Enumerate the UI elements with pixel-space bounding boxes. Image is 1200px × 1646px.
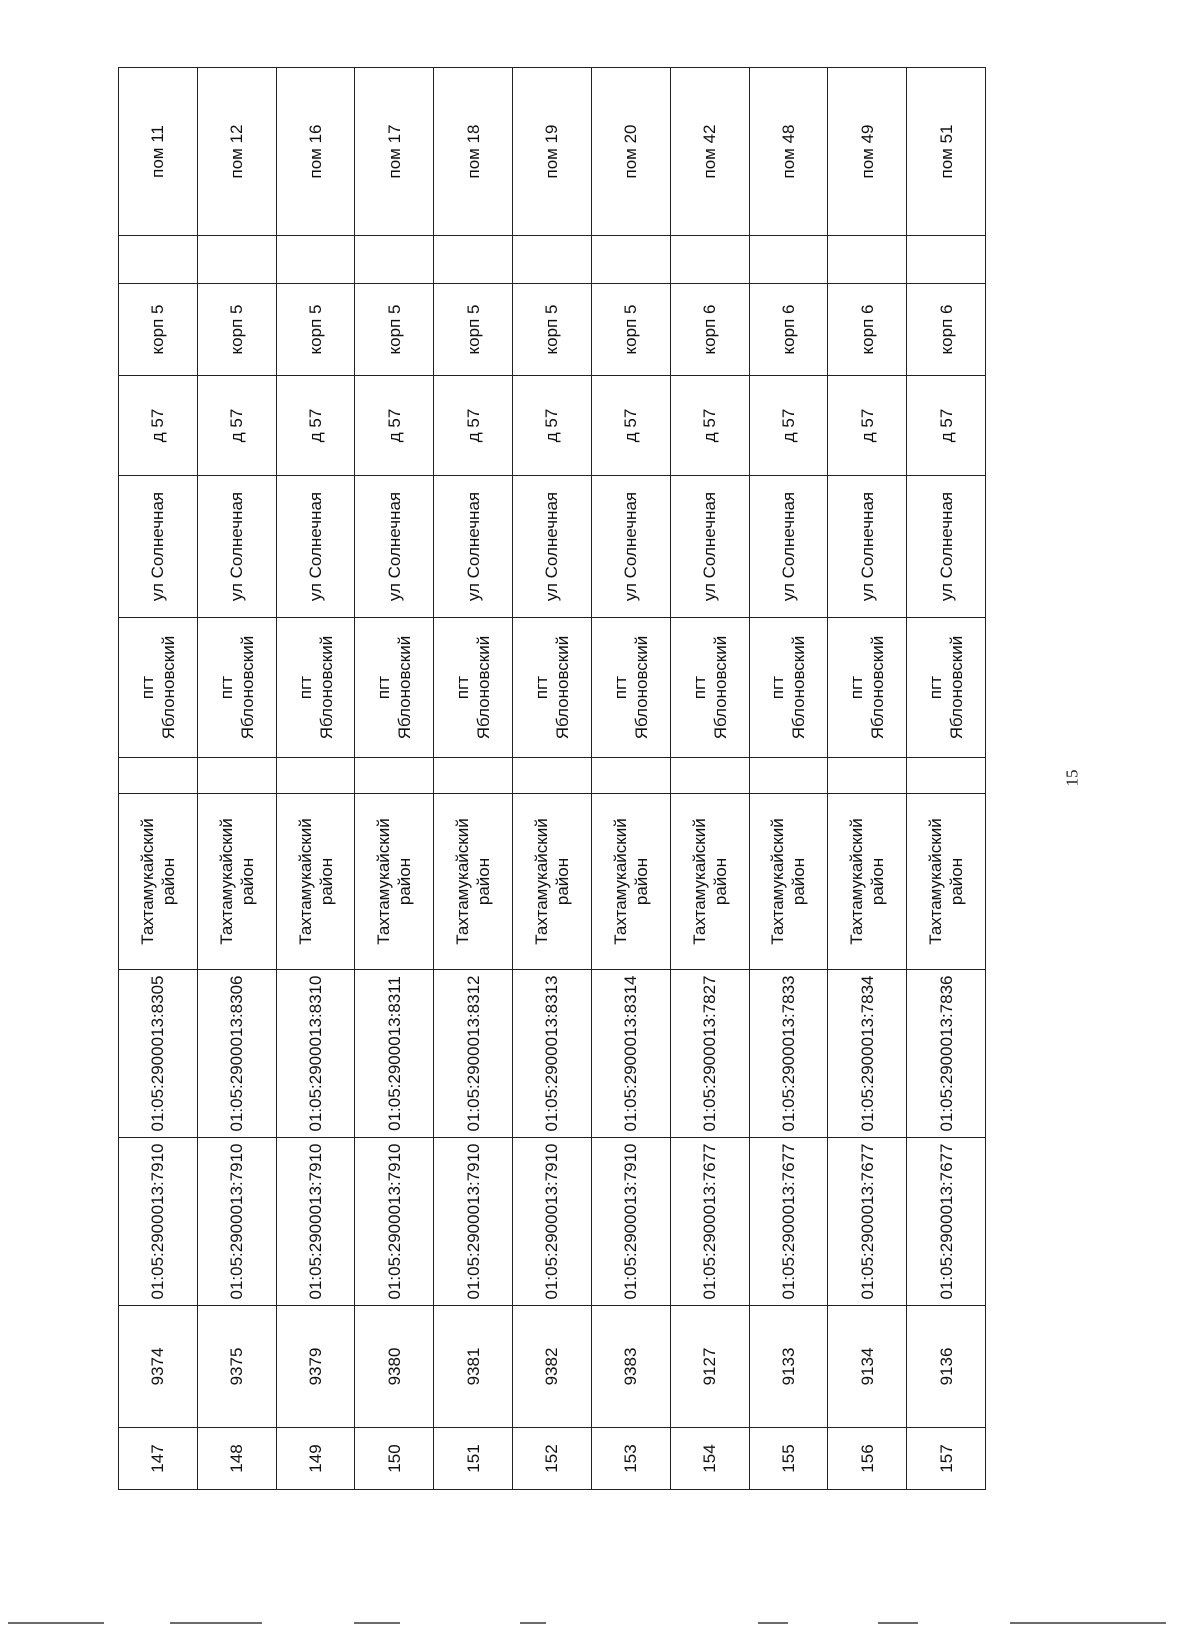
- table-row: [670, 68, 749, 1490]
- cell-room-number: пом 48: [749, 68, 828, 236]
- cell-building-number: корп 6: [828, 284, 907, 376]
- cell-empty-cell: [591, 758, 670, 794]
- cell-object-cadastral-number: 01:05:2900013:8312: [434, 970, 513, 1138]
- cell-house-number: д 57: [749, 376, 828, 476]
- table-row: [355, 68, 434, 1490]
- cell-object-cadastral-number: 01:05:2900013:8313: [513, 970, 592, 1138]
- cell-parcel-cadastral-number: 01:05:2900013:7910: [513, 1138, 592, 1306]
- cell-parcel-cadastral-number: 01:05:2900013:7910: [355, 1138, 434, 1306]
- cell-room-number: пом 19: [513, 68, 592, 236]
- cell-district: Тахтамукайский район: [828, 794, 907, 970]
- cell-settlement: пгт Яблоновский: [670, 618, 749, 758]
- cell-parcel-cadastral-number: 01:05:2900013:7677: [907, 1138, 986, 1306]
- cell-row-number: 151: [434, 1428, 513, 1490]
- scan-artifact: [758, 1622, 788, 1624]
- cell-row-number: 147: [119, 1428, 198, 1490]
- cell-empty-cell: [355, 758, 434, 794]
- cell-room-number: пом 11: [119, 68, 198, 236]
- cell-parcel-cadastral-number: 01:05:2900013:7910: [434, 1138, 513, 1306]
- cell-settlement: пгт Яблоновский: [749, 618, 828, 758]
- cell-empty-cell: [434, 236, 513, 284]
- cell-empty-cell: [828, 236, 907, 284]
- cell-record-id: 9382: [513, 1306, 592, 1428]
- cell-record-id: 9380: [355, 1306, 434, 1428]
- cell-record-id: 9375: [197, 1306, 276, 1428]
- cell-district: Тахтамукайский район: [119, 794, 198, 970]
- cell-parcel-cadastral-number: 01:05:2900013:7677: [749, 1138, 828, 1306]
- cell-empty-cell: [907, 758, 986, 794]
- page-number: 15: [1062, 769, 1082, 787]
- cell-street: ул Солнечная: [355, 476, 434, 618]
- cell-empty-cell: [434, 758, 513, 794]
- cell-building-number: корп 5: [355, 284, 434, 376]
- table-row: [828, 68, 907, 1490]
- cell-row-number: 155: [749, 1428, 828, 1490]
- cell-object-cadastral-number: 01:05:2900013:7827: [670, 970, 749, 1138]
- cell-room-number: пом 17: [355, 68, 434, 236]
- cell-building-number: корп 5: [119, 284, 198, 376]
- cell-street: ул Солнечная: [591, 476, 670, 618]
- cell-house-number: д 57: [197, 376, 276, 476]
- cell-street: ул Солнечная: [197, 476, 276, 618]
- cell-row-number: 154: [670, 1428, 749, 1490]
- cell-street: ул Солнечная: [276, 476, 355, 618]
- cell-empty-cell: [828, 758, 907, 794]
- table-row: [749, 68, 828, 1490]
- cell-district: Тахтамукайский район: [434, 794, 513, 970]
- scan-artifact: [8, 1622, 104, 1624]
- cell-house-number: д 57: [276, 376, 355, 476]
- cell-parcel-cadastral-number: 01:05:2900013:7910: [591, 1138, 670, 1306]
- cell-house-number: д 57: [355, 376, 434, 476]
- scan-artifact: [1010, 1622, 1166, 1624]
- cell-house-number: д 57: [591, 376, 670, 476]
- cell-record-id: 9136: [907, 1306, 986, 1428]
- cell-building-number: корп 6: [907, 284, 986, 376]
- cell-house-number: д 57: [907, 376, 986, 476]
- registry-table: [118, 67, 986, 1490]
- cell-room-number: пом 20: [591, 68, 670, 236]
- cell-street: ул Солнечная: [119, 476, 198, 618]
- cell-empty-cell: [197, 236, 276, 284]
- table-row: [434, 68, 513, 1490]
- cell-empty-cell: [355, 236, 434, 284]
- cell-street: ул Солнечная: [513, 476, 592, 618]
- table-row: [591, 68, 670, 1490]
- cell-district: Тахтамукайский район: [591, 794, 670, 970]
- cell-object-cadastral-number: 01:05:2900013:7833: [749, 970, 828, 1138]
- cell-record-id: 9374: [119, 1306, 198, 1428]
- cell-object-cadastral-number: 01:05:2900013:8310: [276, 970, 355, 1138]
- table-row: [119, 68, 198, 1490]
- cell-record-id: 9379: [276, 1306, 355, 1428]
- cell-house-number: д 57: [670, 376, 749, 476]
- cell-empty-cell: [907, 236, 986, 284]
- cell-object-cadastral-number: 01:05:2900013:7834: [828, 970, 907, 1138]
- table-row: [197, 68, 276, 1490]
- cell-row-number: 156: [828, 1428, 907, 1490]
- cell-settlement: пгт Яблоновский: [591, 618, 670, 758]
- cell-record-id: 9383: [591, 1306, 670, 1428]
- cell-room-number: пом 12: [197, 68, 276, 236]
- table-row: [907, 68, 986, 1490]
- cell-settlement: пгт Яблоновский: [355, 618, 434, 758]
- cell-object-cadastral-number: 01:05:2900013:8306: [197, 970, 276, 1138]
- cell-parcel-cadastral-number: 01:05:2900013:7910: [197, 1138, 276, 1306]
- cell-house-number: д 57: [513, 376, 592, 476]
- cell-district: Тахтамукайский район: [749, 794, 828, 970]
- cell-house-number: д 57: [434, 376, 513, 476]
- cell-parcel-cadastral-number: 01:05:2900013:7910: [276, 1138, 355, 1306]
- cell-object-cadastral-number: 01:05:2900013:8311: [355, 970, 434, 1138]
- registry-table-body: [119, 68, 986, 1490]
- cell-district: Тахтамукайский район: [907, 794, 986, 970]
- scan-artifact: [170, 1622, 262, 1624]
- cell-row-number: 152: [513, 1428, 592, 1490]
- cell-building-number: корп 5: [513, 284, 592, 376]
- cell-building-number: корп 5: [591, 284, 670, 376]
- cell-row-number: 148: [197, 1428, 276, 1490]
- cell-settlement: пгт Яблоновский: [828, 618, 907, 758]
- cell-record-id: 9381: [434, 1306, 513, 1428]
- cell-district: Тахтамукайский район: [513, 794, 592, 970]
- cell-object-cadastral-number: 01:05:2900013:8314: [591, 970, 670, 1138]
- cell-settlement: пгт Яблоновский: [197, 618, 276, 758]
- table-row: [276, 68, 355, 1490]
- cell-empty-cell: [276, 758, 355, 794]
- cell-room-number: пом 42: [670, 68, 749, 236]
- cell-room-number: пом 16: [276, 68, 355, 236]
- cell-room-number: пом 51: [907, 68, 986, 236]
- cell-empty-cell: [119, 236, 198, 284]
- cell-building-number: корп 5: [434, 284, 513, 376]
- cell-parcel-cadastral-number: 01:05:2900013:7677: [828, 1138, 907, 1306]
- cell-empty-cell: [670, 758, 749, 794]
- scan-artifact: [354, 1622, 400, 1624]
- cell-building-number: корп 6: [749, 284, 828, 376]
- cell-empty-cell: [276, 236, 355, 284]
- cell-row-number: 149: [276, 1428, 355, 1490]
- cell-empty-cell: [749, 758, 828, 794]
- cell-settlement: пгт Яблоновский: [119, 618, 198, 758]
- cell-street: ул Солнечная: [434, 476, 513, 618]
- cell-empty-cell: [591, 236, 670, 284]
- cell-record-id: 9133: [749, 1306, 828, 1428]
- cell-street: ул Солнечная: [749, 476, 828, 618]
- scan-artifact: [878, 1622, 918, 1624]
- cell-house-number: д 57: [828, 376, 907, 476]
- cell-row-number: 153: [591, 1428, 670, 1490]
- cell-room-number: пом 49: [828, 68, 907, 236]
- cell-street: ул Солнечная: [907, 476, 986, 618]
- cell-object-cadastral-number: 01:05:2900013:8305: [119, 970, 198, 1138]
- cell-parcel-cadastral-number: 01:05:2900013:7910: [119, 1138, 198, 1306]
- rotated-page: [118, 68, 986, 1490]
- cell-empty-cell: [513, 236, 592, 284]
- cell-empty-cell: [749, 236, 828, 284]
- cell-empty-cell: [513, 758, 592, 794]
- cell-settlement: пгт Яблоновский: [513, 618, 592, 758]
- cell-street: ул Солнечная: [828, 476, 907, 618]
- cell-district: Тахтамукайский район: [197, 794, 276, 970]
- cell-record-id: 9134: [828, 1306, 907, 1428]
- cell-empty-cell: [197, 758, 276, 794]
- cell-row-number: 157: [907, 1428, 986, 1490]
- cell-row-number: 150: [355, 1428, 434, 1490]
- cell-settlement: пгт Яблоновский: [434, 618, 513, 758]
- cell-district: Тахтамукайский район: [670, 794, 749, 970]
- cell-district: Тахтамукайский район: [276, 794, 355, 970]
- cell-empty-cell: [670, 236, 749, 284]
- scan-artifact: [520, 1622, 546, 1624]
- cell-building-number: корп 5: [276, 284, 355, 376]
- cell-district: Тахтамукайский район: [355, 794, 434, 970]
- cell-empty-cell: [119, 758, 198, 794]
- cell-settlement: пгт Яблоновский: [276, 618, 355, 758]
- cell-house-number: д 57: [119, 376, 198, 476]
- cell-building-number: корп 6: [670, 284, 749, 376]
- cell-object-cadastral-number: 01:05:2900013:7836: [907, 970, 986, 1138]
- cell-parcel-cadastral-number: 01:05:2900013:7677: [670, 1138, 749, 1306]
- cell-building-number: корп 5: [197, 284, 276, 376]
- cell-room-number: пом 18: [434, 68, 513, 236]
- cell-street: ул Солнечная: [670, 476, 749, 618]
- table-row: [513, 68, 592, 1490]
- cell-settlement: пгт Яблоновский: [907, 618, 986, 758]
- cell-record-id: 9127: [670, 1306, 749, 1428]
